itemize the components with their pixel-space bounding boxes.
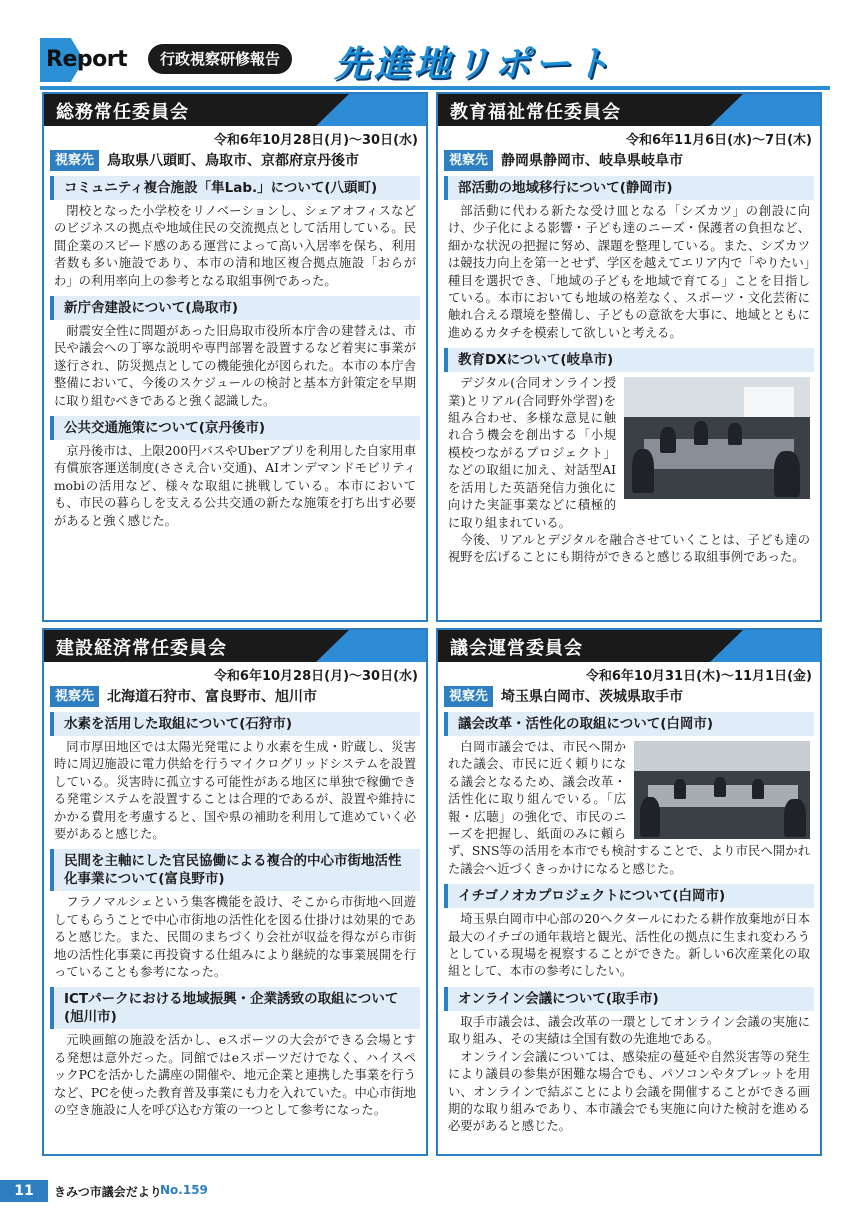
panel-header <box>438 94 820 126</box>
section-text: 白岡市議会では、市民へ開かれた議会、市民に近く頼りになる議会となるため、議会改革・活性化に取り組んでいる。「広報・広聴」の強化で、市民のニーズを把握し、紙面のみに頼らず、SNS等の活用を本市でも検討することで、より市民へ開かれた議会へ近づくきっかけになると感じた。 <box>448 740 810 876</box>
visit-places: 埼玉県白岡市、茨城県取手市 <box>501 689 684 705</box>
section-body <box>438 1014 820 1138</box>
visit-destination <box>44 684 426 708</box>
meeting-photo <box>634 741 810 839</box>
issue-number: No.159 <box>160 1183 208 1197</box>
report-logo <box>40 38 136 82</box>
visit-places: 静岡県静岡市、岐阜県岐阜市 <box>501 153 684 169</box>
magazine-name: きみつ市議会だより <box>54 1185 162 1199</box>
committee-title: 総務常任委員会 <box>56 102 189 123</box>
section-text: 埼玉県白岡市中心部の20ヘクタールにわたる耕作放棄地が日本最大のイチゴの通年栽培と観光、活性化の拠点に生まれ変わろうとしている現場を視察することができた。新しい6次産業化の取組として、本市の参考にしたい。 <box>448 912 810 979</box>
meeting-photo <box>624 377 810 499</box>
header-divider <box>40 86 830 90</box>
visit-places: 北海道石狩市、富良野市、旭川市 <box>107 689 318 705</box>
page-title: 先進地リポート <box>334 44 615 85</box>
visit-destination <box>438 684 820 708</box>
section-text: 部活動に代わる新たな受け皿となる「シズカツ」の創設に向け、少子化による影響・子ども達のニーズ・保護者の負担など、細かな状況の把握に努め、課題を整理している。また、シズカツは競技力向上を第一とせず、学区を越えてエリア内で「やりたい」種目を選択でき、「地域の子どもを地域で育てる」ことを目指している。本市においても地域の格差なく、スポーツ・文化芸術に触れ合える環境を整備し、子どもの意欲を大事に、地域とともに進めるカタチを模索して欲しいと考える。 <box>448 204 810 340</box>
visit-places: 鳥取県八頭町、鳥取市、京都府京丹後市 <box>107 153 360 169</box>
page-header <box>40 36 830 90</box>
section-text: 取手市議会は、議会改革の一環としてオンライン会議の実施に取り組み、その実績は全国有数の先進地である。 <box>448 1014 810 1047</box>
visit-date: 令和6年10月31日(木)〜11月1日(金) <box>585 669 812 684</box>
section-text: 同市厚田地区では太陽光発電により水素を生成・貯蔵し、災害時に周辺施設に電力供給を行うマイクログリッドシステムを設置している。災害時に孤立する可能性がある地区に単独で稼働できる発電システムを設置することは合理的であるが、設置や維持にかかる費用を考慮すると、国や県の補助を利用して進めていく必要があると感じた。 <box>54 740 416 842</box>
panel-kensetsu <box>42 628 428 1156</box>
visit-label: 視察先 <box>444 150 493 171</box>
section-text: 元映画館の施設を活かし、eスポーツの大会ができる会場とする発想は意外だった。同館ではeスポーツだけでなく、ハイスペックPCを活かした講座の開催や、地元企業と連携した事業を行うなど、PCを使った教育普及事業にも力を入れていた。中心市街地の空き施設に人を呼び込む方策の一つとして参考になった。 <box>54 1033 416 1118</box>
report-word: Report <box>46 47 128 72</box>
section-heading: 議会改革・活性化の取組について(白岡市) <box>444 712 814 736</box>
section-heading: 教育DXについて(岐阜市) <box>444 348 814 372</box>
visit-destination <box>44 148 426 172</box>
panel-gikai <box>436 628 822 1156</box>
section-heading: 公共交通施策について(京丹後市) <box>50 416 420 440</box>
section-heading: 新庁舎建設について(鳥取市) <box>50 296 420 320</box>
header-accent <box>316 630 426 662</box>
section-text: 耐震安全性に問題があった旧鳥取市役所本庁舎の建替えは、市民や議会への丁寧な説明や専門部署を設置するなど着実に事業が遂行され、防災拠点としての機能強化が図られた。本市の本庁舎整備において、今後のスケジュールの検討と基本方針策定を早期に取り組むべきであると強く認識した。 <box>54 324 416 408</box>
page-number: 11 <box>0 1180 48 1202</box>
section-heading: コミュニティ複合施設「隼Lab.」について(八頭町) <box>50 176 420 200</box>
category-pill: 行政視察研修報告 <box>148 44 292 74</box>
section-text-2: オンライン会議については、感染症の蔓延や自然災害等の発生により議員の参集が困難な場合でも、パソコンやタブレットを用い、オンラインで結ぶことにより会議を開催することができる画期的な取り組みであり、本市議会でも実施に向けた検討を進める必要があると感じた。 <box>448 1049 810 1134</box>
panel-header <box>44 94 426 126</box>
section-text: デジタル(合同オンライン授業)とリアル(合同野外学習)を組み合わせ、多様な意見に触れ合う機会を創出する「小規模校つながるプロジェクト」などの取組に加え、対話型AIを活用した英語発信力強化に向けた実証事業などに積極的に取り組まれている。 <box>448 376 616 530</box>
section-body <box>438 375 820 568</box>
header-accent <box>710 630 820 662</box>
section-text: 閉校となった小学校をリノベーションし、シェアオフィスなどのビジネスの拠点や地域住民の交流拠点として活用している。民間企業のスピード感のある運営によって高い入居率を保ち、利用者数も多い施設であり、本市の清和地区複合拠点施設「おらがわ」の利用率向上の参考となる取組事例であった。 <box>54 204 416 288</box>
header-accent <box>316 94 426 126</box>
visit-label: 視察先 <box>444 686 493 707</box>
section-body <box>438 739 820 880</box>
visit-date: 令和6年10月28日(月)〜30日(水) <box>213 669 418 684</box>
panel-header <box>44 630 426 662</box>
section-text: 京丹後市は、上限200円バスやUberアプリを利用した自家用車有償旅客運送制度(ささえ合い交通)、AIオンデマンドモビリティmobiの活用など、様々な取組に挑戦している。本市においても、市民の暮らしを支える公共交通の新たな施策を打ち出す必要があると強く感じた。 <box>54 444 416 528</box>
section-heading: ICTパークにおける地域振興・企業誘致の取組について(旭川市) <box>50 987 420 1029</box>
visit-label: 視察先 <box>50 686 99 707</box>
section-heading: 水素を活用した取組について(石狩市) <box>50 712 420 736</box>
panel-kyouiku <box>436 92 822 622</box>
section-heading: 民間を主軸にした官民協働による複合的中心市街地活性化事業について(富良野市) <box>50 849 420 891</box>
committee-title: 議会運営委員会 <box>450 638 583 659</box>
visit-label: 視察先 <box>50 150 99 171</box>
page-footer <box>0 1176 864 1206</box>
visit-date: 令和6年10月28日(月)〜30日(水) <box>213 133 418 148</box>
header-accent <box>710 94 820 126</box>
section-heading: 部活動の地域移行について(静岡市) <box>444 176 814 200</box>
panel-soumu <box>42 92 428 622</box>
section-heading: オンライン会議について(取手市) <box>444 987 814 1011</box>
section-text-2: 今後、リアルとデジタルを融合させていくことは、子ども達の視野を広げることにも期待ができると感じる取組事例であった。 <box>448 532 810 565</box>
committee-title: 教育福祉常任委員会 <box>450 102 621 123</box>
visit-destination <box>438 148 820 172</box>
visit-date: 令和6年11月6日(水)〜7日(木) <box>626 133 812 148</box>
section-heading: イチゴノオカプロジェクトについて(白岡市) <box>444 884 814 908</box>
panel-header <box>438 630 820 662</box>
committee-title: 建設経済常任委員会 <box>56 638 227 659</box>
section-text: フラノマルシェという集客機能を設け、そこから市街地へ回遊してもらうことで中心市街地の活性化を図る仕掛けは効果的であると感じた。また、民間のまちづくり会社が収益を得ながら市街地の活性化事業に再投資する仕組みにより継続的な事業展開を行っていることも参考になった。 <box>54 895 416 980</box>
